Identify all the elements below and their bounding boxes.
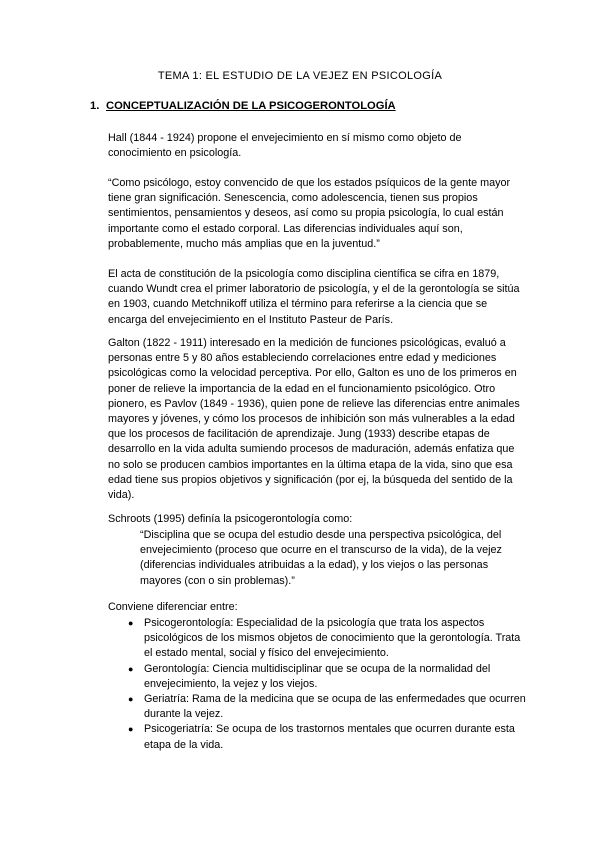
list-item — [108, 692, 528, 722]
definitions-list — [108, 616, 528, 753]
list-item — [108, 616, 528, 662]
paragraph-hall: Hall (1844 - 1924) propone el envejecimiento en sí mismo como objeto de conocimiento en psicología. — [108, 132, 462, 160]
paragraph-conviene: Conviene diferenciar entre: — [108, 601, 238, 613]
paragraph-quote-schroots: “Disciplina que se ocupa del estudio desde una perspectiva psicológica, del envejecimiento (proceso que ocurre en el transcurso de la vida), de la vejez (diferencias individuales atribuidas a la edad), y los viejos o las personas mayores (con o sin problemas).” — [140, 529, 502, 587]
bullet-icon: ● — [128, 724, 134, 735]
bullet-icon: ● — [128, 618, 134, 628]
list-item-text: Geriatría: Rama de la medicina que se ocupa de las enfermedades que ocurren durante la vejez. — [144, 693, 526, 721]
section-number: 1. — [90, 100, 100, 112]
paragraph-quote-hall: “Como psicólogo, estoy convencido de que los estados psíquicos de la gente mayor tiene gran significación. Senescencia, como adolescencia, tienen sus propios sentimientos, pensamientos y deseos, así como su propia psicología, lo cual están importante como el estado corporal. Las diferencias individuales aquí son, probablemente, mucho más amplias que en la juventud.” — [108, 177, 511, 250]
list-item-text: Gerontología: Ciencia multidisciplinar que se ocupa de la normalidad del envejecimiento, la vejez y los viejos. — [144, 662, 491, 690]
paragraph-schroots: Schroots (1995) definía la psicogerontología como: — [108, 513, 353, 525]
list-item — [108, 662, 528, 692]
list-item-text: Psicogeriatría: Se ocupa de los trastornos mentales que ocurren durante esta etapa de la vida. — [144, 723, 515, 751]
document-title: TEMA 1: EL ESTUDIO DE LA VEJEZ EN PSICOLOGÍA — [157, 70, 443, 82]
bullet-icon: ● — [128, 694, 134, 705]
section-heading-text: CONCEPTUALIZACIÓN DE LA PSICOGERONTOLOGÍA — [106, 100, 396, 112]
section-heading — [90, 99, 396, 114]
paragraph-acta: El acta de constitución de la psicología como disciplina científica se cifra en 1879, cuando Wundt crea el primer laboratorio de psicología, y el de la gerontología se sitúa en 1903, cuando Metchnikoff utiliza el término para referirse a la ciencia que se encarga del envejecimiento en el Instituto Pasteur de París. — [108, 268, 520, 326]
paragraph-galton: Galton (1822 - 1911) interesado en la medición de funciones psicológicas, evaluó a personas entre 5 y 80 años estableciendo correlaciones entre edad y mediciones psicológicas como la velocidad perceptiva. Por ello, Galton es uno de los primeros en poner de relieve la importancia de la edad en el funcionamiento psicológico. Otro pionero, es Pavlov (1849 - 1936), quien pone de relieve las diferencias entre animales mayores y jóvenes, y cómo los procesos de inhibición son más vulnerables a la edad que los procesos de facilitación de aprendizaje. Jung (1933) describe etapas de desarrollo en la vida adulta sumiendo procesos de maduración, además enfatiza que no solo se producen cambios importantes en la última etapa de la vida, sino que esa edad tiene sus propios objetivos y significación (por ej, la búsqueda del sentido de la vida). — [108, 337, 520, 502]
list-item-text: Psicogerontología: Especialidad de la psicología que trata los aspectos psicológicos de los mismos objetos de conocimiento que la gerontología. Trata el estado mental, social y físico del envejecimiento. — [144, 617, 521, 660]
bullet-icon: ● — [128, 663, 134, 674]
list-item — [108, 722, 528, 752]
